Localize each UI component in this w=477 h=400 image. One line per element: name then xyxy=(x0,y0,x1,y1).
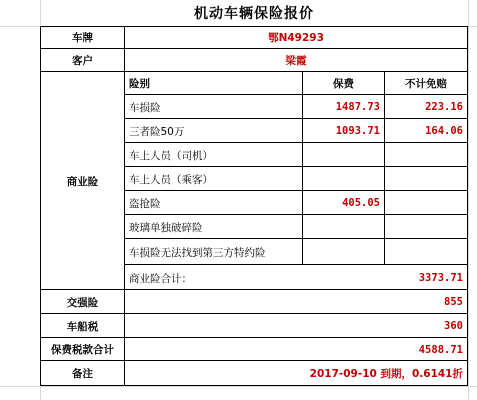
item-name: 三者险50万 xyxy=(124,119,302,143)
item-premium xyxy=(302,215,384,239)
total-label: 保费税款合计 xyxy=(51,344,114,356)
compulsory-row xyxy=(41,289,467,314)
item-premium xyxy=(302,239,384,265)
table-row xyxy=(124,118,467,143)
table-row xyxy=(124,238,467,265)
item-name: 盗抢险 xyxy=(124,191,302,215)
item-deductible xyxy=(384,167,467,191)
customer-value: 梁霞 xyxy=(124,49,467,72)
commercial-header-row xyxy=(124,72,467,94)
item-premium xyxy=(302,167,384,191)
commercial-subtotal-row xyxy=(124,264,467,291)
plate-label: 车牌 xyxy=(72,32,93,44)
plate-value: 鄂N49293 xyxy=(124,27,467,48)
item-premium: 405.05 xyxy=(302,191,384,215)
item-deductible xyxy=(384,239,467,265)
commercial-label: 商业险 xyxy=(66,175,99,188)
item-name: 玻璃单独破碎险 xyxy=(124,215,302,239)
item-name: 车损险无法找到第三方特约险 xyxy=(124,239,302,265)
table-row xyxy=(124,190,467,215)
item-premium xyxy=(302,143,384,167)
item-name: 车损险 xyxy=(124,95,302,119)
item-deductible xyxy=(384,143,467,167)
gridline xyxy=(0,386,477,387)
subtotal-value: 3373.71 xyxy=(418,272,463,284)
item-deductible xyxy=(384,191,467,215)
item-name: 车上人员（司机） xyxy=(124,143,302,167)
subtotal-label: 商业险合计： xyxy=(124,265,302,291)
remark-value: 2017-09-10 到期，0.6141折 xyxy=(124,361,467,385)
total-value: 4588.71 xyxy=(124,338,467,361)
item-premium: 1093.71 xyxy=(302,119,384,143)
table-row xyxy=(124,214,467,239)
customer-row xyxy=(41,48,467,72)
plate-row xyxy=(41,27,467,48)
item-deductible: 164.06 xyxy=(384,119,467,143)
header-premium: 保费 xyxy=(302,72,384,94)
customer-label: 客户 xyxy=(72,55,93,67)
page-title: 机动车辆保险报价 xyxy=(194,6,314,22)
total-row xyxy=(41,337,467,361)
table-row xyxy=(124,166,467,191)
gridline xyxy=(468,0,469,400)
header-type: 险别 xyxy=(124,72,302,94)
remark-label: 备注 xyxy=(72,367,93,380)
table-row xyxy=(124,142,467,167)
vehicle-tax-value: 360 xyxy=(124,314,467,338)
vehicle-tax-row xyxy=(41,313,467,338)
header-deductible: 不计免赔 xyxy=(384,72,467,94)
table-row xyxy=(124,94,467,119)
commercial-block xyxy=(41,71,467,290)
item-name: 车上人员（乘客） xyxy=(124,167,302,191)
item-deductible: 223.16 xyxy=(384,95,467,119)
item-deductible xyxy=(384,215,467,239)
item-premium: 1487.73 xyxy=(302,95,384,119)
compulsory-value: 855 xyxy=(124,290,467,314)
compulsory-label: 交强险 xyxy=(66,296,99,309)
quote-table xyxy=(40,26,468,386)
vehicle-tax-label: 车船税 xyxy=(66,320,99,333)
remark-row xyxy=(41,360,467,385)
